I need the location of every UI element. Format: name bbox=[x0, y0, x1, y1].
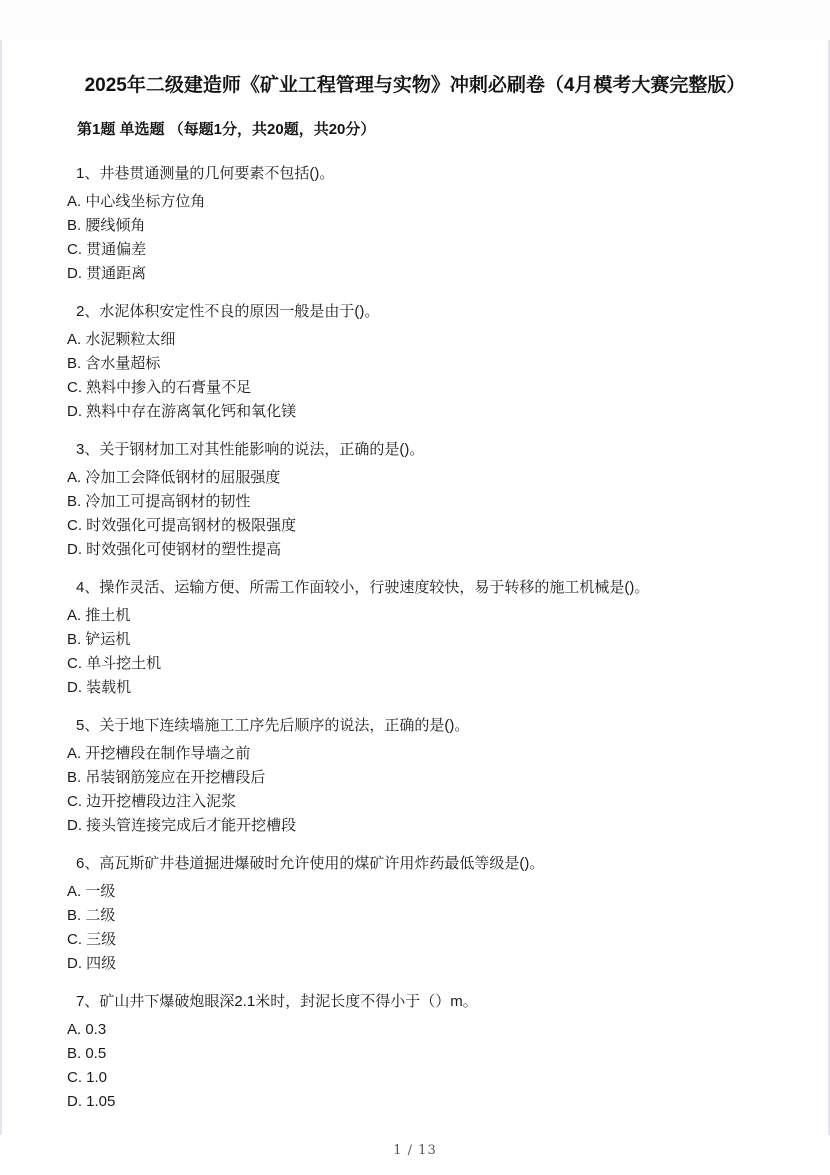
question-option: B. 腰线倾角 bbox=[67, 217, 146, 234]
exam-title: 2025年二级建造师《矿业工程管理与实物》冲刺必刷卷（4月模考大赛完整版） bbox=[84, 75, 746, 96]
page-number-indicator: 1 / 13 bbox=[393, 1143, 437, 1158]
question-block bbox=[2, 852, 828, 976]
question-option: D. 熟料中存在游离氧化钙和氧化镁 bbox=[67, 403, 297, 420]
question-text: 6、高瓦斯矿井巷道掘进爆破时允许使用的煤矿许用炸药最低等级是()。 bbox=[76, 855, 545, 872]
document-page bbox=[0, 40, 830, 1135]
question-option: B. 二级 bbox=[67, 907, 116, 924]
question-block bbox=[2, 990, 828, 1114]
question-text: 5、关于地下连续墙施工工序先后顺序的说法，正确的是()。 bbox=[76, 717, 470, 734]
question-option: D. 时效强化可使钢材的塑性提高 bbox=[67, 541, 282, 558]
question-block bbox=[2, 438, 828, 562]
question-option: D. 装载机 bbox=[67, 679, 132, 696]
question-list bbox=[2, 162, 828, 1114]
section-header: 第1题 单选题 （每题1分，共20题，共20分） bbox=[77, 121, 376, 138]
question-option: C. 贯通偏差 bbox=[67, 241, 147, 258]
question-text: 4、操作灵活、运输方便、所需工作面较小，行驶速度较快，易于转移的施工机械是()。 bbox=[76, 579, 650, 596]
question-option: A. 开挖槽段在制作导墙之前 bbox=[67, 745, 251, 762]
question-option: D. 四级 bbox=[67, 955, 117, 972]
question-option: C. 1.0 bbox=[67, 1069, 108, 1086]
question-option: A. 冷加工会降低钢材的屈服强度 bbox=[67, 469, 281, 486]
question-option: D. 接头管连接完成后才能开挖槽段 bbox=[67, 817, 297, 834]
question-option: A. 中心线坐标方位角 bbox=[67, 193, 206, 210]
question-option: B. 含水量超标 bbox=[67, 355, 161, 372]
question-option: B. 0.5 bbox=[67, 1045, 107, 1062]
question-text: 7、矿山井下爆破炮眼深2.1米时，封泥长度不得小于（）m。 bbox=[76, 993, 478, 1010]
question-option: C. 边开挖槽段边注入泥浆 bbox=[67, 793, 237, 810]
question-option: C. 单斗挖土机 bbox=[67, 655, 162, 672]
question-option: B. 铲运机 bbox=[67, 631, 131, 648]
question-option: B. 吊装钢筋笼应在开挖槽段后 bbox=[67, 769, 266, 786]
question-text: 2、水泥体积安定性不良的原因一般是由于()。 bbox=[76, 303, 380, 320]
question-text: 1、井巷贯通测量的几何要素不包括()。 bbox=[76, 165, 335, 182]
question-option: C. 熟料中掺入的石膏量不足 bbox=[67, 379, 252, 396]
viewer-top-gap bbox=[0, 0, 830, 40]
question-text: 3、关于钢材加工对其性能影响的说法，正确的是()。 bbox=[76, 441, 425, 458]
question-option: A. 推土机 bbox=[67, 607, 131, 624]
question-option: C. 三级 bbox=[67, 931, 117, 948]
question-option: C. 时效强化可提高钢材的极限强度 bbox=[67, 517, 297, 534]
question-block bbox=[2, 162, 828, 286]
question-block bbox=[2, 576, 828, 700]
question-option: D. 1.05 bbox=[67, 1093, 116, 1110]
question-option: A. 一级 bbox=[67, 883, 116, 900]
question-option: A. 0.3 bbox=[67, 1021, 107, 1038]
question-block bbox=[2, 714, 828, 838]
question-block bbox=[2, 300, 828, 424]
question-option: D. 贯通距离 bbox=[67, 265, 147, 282]
question-option: A. 水泥颗粒太细 bbox=[67, 331, 176, 348]
question-option: B. 冷加工可提高钢材的韧性 bbox=[67, 493, 251, 510]
